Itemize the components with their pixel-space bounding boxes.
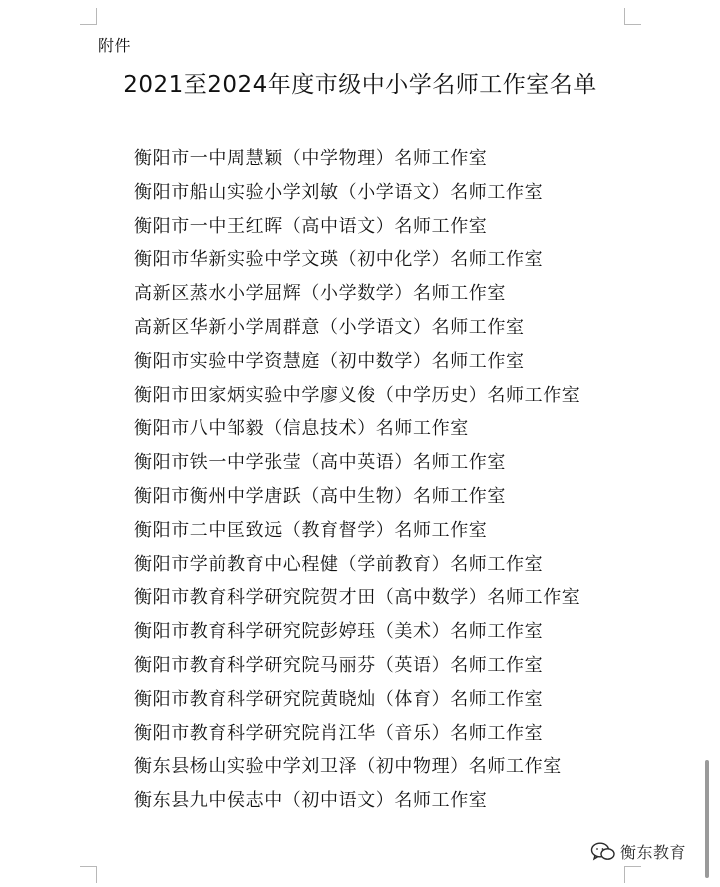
list-item: 高新区蒸水小学屈辉（小学数学）名师工作室 [134,283,506,305]
list-item: 衡阳市铁一中学张莹（高中英语）名师工作室 [134,452,506,474]
list-item: 衡阳市实验中学资慧庭（初中数学）名师工作室 [134,350,525,372]
list-item: 衡东县杨山实验中学刘卫泽（初中物理）名师工作室 [134,756,562,778]
list-item: 衡阳市学前教育中心程健（学前教育）名师工作室 [134,553,544,575]
document-title: 2021至2024年度市级中小学名师工作室名单 [123,72,597,98]
crop-mark-bottom-left [80,866,97,883]
crop-mark-top-right [624,8,641,25]
list-item: 衡阳市一中周慧颖（中学物理）名师工作室 [134,148,488,169]
studio-list [134,144,580,820]
watermark [590,840,686,863]
list-item: 衡阳市教育科学研究院马丽芬（英语）名师工作室 [134,654,544,676]
attachment-label: 附件 [98,36,132,55]
list-item: 衡阳市教育科学研究院黄晓灿（体育）名师工作室 [134,688,544,710]
crop-mark-bottom-right [624,866,641,883]
list-item: 衡阳市一中王红晖（高中语文）名师工作室 [134,215,488,237]
watermark-text: 衡东教育 [620,843,687,862]
list-item: 衡阳市衡州中学唐跃（高中生物）名师工作室 [134,485,506,507]
crop-mark-top-left [80,8,97,25]
wechat-icon [590,841,616,863]
list-item: 衡阳市田家炳实验中学廖义俊（中学历史）名师工作室 [134,384,581,406]
list-item: 衡阳市教育科学研究院彭婷珏（美术）名师工作室 [134,621,544,643]
list-item: 衡阳市二中匡致远（教育督学）名师工作室 [134,519,488,541]
list-item: 高新区华新小学周群意（小学语文）名师工作室 [134,316,525,338]
scrollbar[interactable] [705,760,709,878]
list-item: 衡东县九中侯志中（初中语文）名师工作室 [134,790,488,812]
list-item: 衡阳市华新实验中学文瑛（初中化学）名师工作室 [134,249,544,271]
list-item: 衡阳市教育科学研究院肖江华（音乐）名师工作室 [134,722,544,744]
list-item: 衡阳市八中邹毅（信息技术）名师工作室 [134,418,469,440]
list-item: 衡阳市教育科学研究院贺才田（高中数学）名师工作室 [134,587,581,609]
list-item: 衡阳市船山实验小学刘敏（小学语文）名师工作室 [134,181,544,203]
